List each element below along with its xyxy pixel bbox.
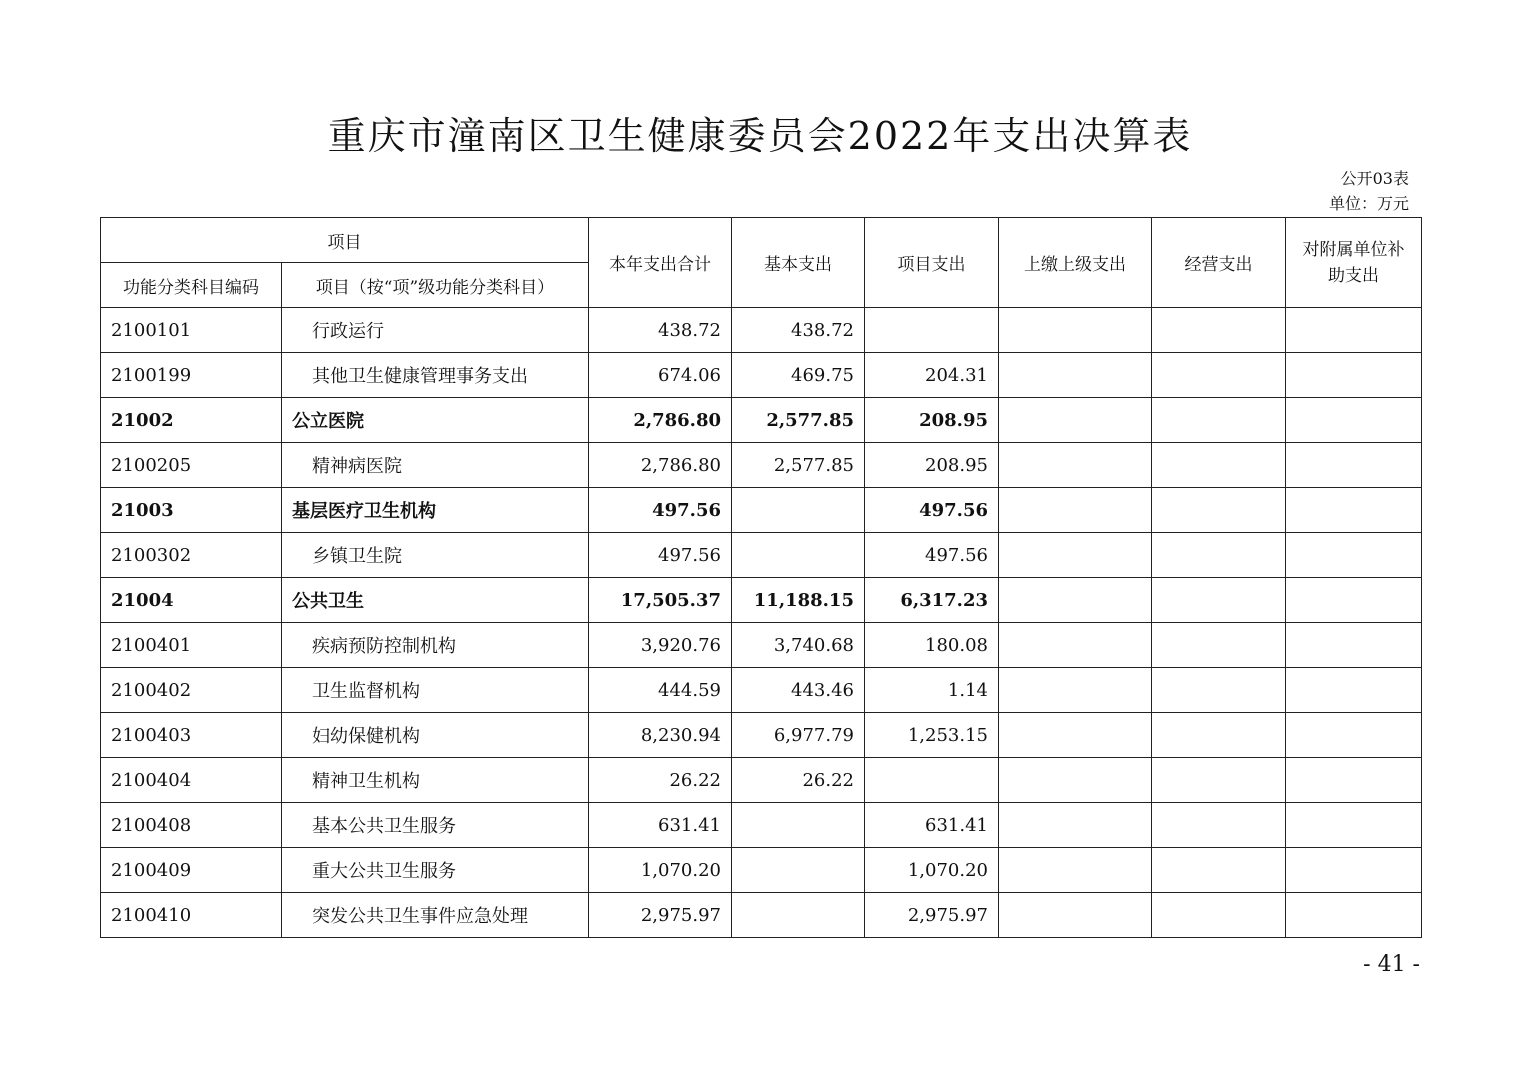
cell-subsidy [1286, 578, 1422, 623]
cell-project: 1,070.20 [865, 848, 999, 893]
cell-total: 8,230.94 [589, 713, 732, 758]
cell-basic: 2,577.85 [732, 443, 865, 488]
cell-basic [732, 533, 865, 578]
cell-subsidy [1286, 398, 1422, 443]
page-title: 重庆市潼南区卫生健康委员会2022年支出决算表 [327, 114, 1193, 158]
table-row [101, 443, 1422, 488]
cell-total: 444.59 [589, 668, 732, 713]
cell-subsidy [1286, 848, 1422, 893]
cell-code: 2100205 [101, 443, 282, 488]
cell-superior [999, 353, 1152, 398]
cell-basic [732, 848, 865, 893]
cell-total: 17,505.37 [589, 578, 732, 623]
header-basic: 基本支出 [732, 218, 865, 308]
cell-code: 2100403 [101, 713, 282, 758]
cell-basic: 26.22 [732, 758, 865, 803]
table-row [101, 893, 1422, 938]
cell-name: 妇幼保健机构 [282, 713, 589, 758]
cell-code: 2100408 [101, 803, 282, 848]
cell-total: 674.06 [589, 353, 732, 398]
cell-code: 2100199 [101, 353, 282, 398]
table-row [101, 308, 1422, 353]
cell-subsidy [1286, 443, 1422, 488]
cell-superior [999, 578, 1152, 623]
cell-operating [1152, 533, 1286, 578]
header-name: 项目（按“项”级功能分类科目） [282, 263, 589, 308]
cell-project: 2,975.97 [865, 893, 999, 938]
cell-basic: 2,577.85 [732, 398, 865, 443]
cell-project: 1,253.15 [865, 713, 999, 758]
cell-project: 497.56 [865, 488, 999, 533]
cell-code: 2100404 [101, 758, 282, 803]
expenditure-table [100, 217, 1422, 938]
table-row [101, 488, 1422, 533]
table-row [101, 353, 1422, 398]
cell-superior [999, 398, 1152, 443]
header-project: 项目支出 [865, 218, 999, 308]
cell-operating [1152, 443, 1286, 488]
cell-name: 精神卫生机构 [282, 758, 589, 803]
cell-total: 497.56 [589, 488, 732, 533]
cell-total: 2,786.80 [589, 398, 732, 443]
cell-code: 21004 [101, 578, 282, 623]
cell-basic [732, 488, 865, 533]
cell-basic: 6,977.79 [732, 713, 865, 758]
cell-name: 乡镇卫生院 [282, 533, 589, 578]
cell-subsidy [1286, 803, 1422, 848]
cell-basic: 438.72 [732, 308, 865, 353]
cell-code: 21003 [101, 488, 282, 533]
cell-total: 3,920.76 [589, 623, 732, 668]
cell-superior [999, 803, 1152, 848]
cell-operating [1152, 578, 1286, 623]
table-row [101, 668, 1422, 713]
cell-name: 卫生监督机构 [282, 668, 589, 713]
table-row [101, 533, 1422, 578]
table-row [101, 623, 1422, 668]
cell-name: 其他卫生健康管理事务支出 [282, 353, 589, 398]
cell-subsidy [1286, 893, 1422, 938]
cell-operating [1152, 803, 1286, 848]
cell-name: 公立医院 [282, 398, 589, 443]
cell-total: 26.22 [589, 758, 732, 803]
cell-project: 208.95 [865, 398, 999, 443]
cell-operating [1152, 668, 1286, 713]
cell-name: 行政运行 [282, 308, 589, 353]
cell-project: 208.95 [865, 443, 999, 488]
table-row [101, 398, 1422, 443]
cell-total: 438.72 [589, 308, 732, 353]
table-row [101, 803, 1422, 848]
cell-operating [1152, 488, 1286, 533]
cell-operating [1152, 353, 1286, 398]
cell-name: 重大公共卫生服务 [282, 848, 589, 893]
cell-code: 2100101 [101, 308, 282, 353]
cell-project [865, 758, 999, 803]
unit-label: 单位：万元 [1328, 194, 1409, 213]
cell-superior [999, 668, 1152, 713]
cell-subsidy [1286, 533, 1422, 578]
cell-name: 突发公共卫生事件应急处理 [282, 893, 589, 938]
cell-subsidy [1286, 353, 1422, 398]
cell-name: 基本公共卫生服务 [282, 803, 589, 848]
cell-superior [999, 848, 1152, 893]
table-row [101, 758, 1422, 803]
cell-subsidy [1286, 668, 1422, 713]
cell-superior [999, 533, 1152, 578]
header-code: 功能分类科目编码 [101, 263, 282, 308]
cell-subsidy [1286, 713, 1422, 758]
cell-basic [732, 893, 865, 938]
cell-superior [999, 308, 1152, 353]
cell-superior [999, 623, 1152, 668]
table-row [101, 713, 1422, 758]
cell-project: 6,317.23 [865, 578, 999, 623]
cell-operating [1152, 623, 1286, 668]
cell-basic: 443.46 [732, 668, 865, 713]
cell-operating [1152, 758, 1286, 803]
cell-project: 180.08 [865, 623, 999, 668]
header-total: 本年支出合计 [589, 218, 732, 308]
cell-operating [1152, 398, 1286, 443]
cell-name: 精神病医院 [282, 443, 589, 488]
cell-basic: 3,740.68 [732, 623, 865, 668]
cell-superior [999, 713, 1152, 758]
cell-project: 497.56 [865, 533, 999, 578]
cell-total: 2,786.80 [589, 443, 732, 488]
table-row [101, 578, 1422, 623]
cell-operating [1152, 713, 1286, 758]
cell-operating [1152, 893, 1286, 938]
cell-code: 2100409 [101, 848, 282, 893]
cell-code: 21002 [101, 398, 282, 443]
cell-superior [999, 443, 1152, 488]
header-item: 项目 [101, 218, 589, 263]
cell-total: 497.56 [589, 533, 732, 578]
cell-subsidy [1286, 308, 1422, 353]
table-number: 公开03表 [1340, 169, 1409, 188]
cell-project [865, 308, 999, 353]
cell-basic: 11,188.15 [732, 578, 865, 623]
cell-code: 2100402 [101, 668, 282, 713]
cell-subsidy [1286, 623, 1422, 668]
cell-basic: 469.75 [732, 353, 865, 398]
cell-superior [999, 893, 1152, 938]
cell-total: 1,070.20 [589, 848, 732, 893]
header-superior: 上缴上级支出 [999, 218, 1152, 308]
cell-superior [999, 488, 1152, 533]
cell-basic [732, 803, 865, 848]
cell-project: 1.14 [865, 668, 999, 713]
cell-project: 631.41 [865, 803, 999, 848]
cell-subsidy [1286, 758, 1422, 803]
cell-total: 2,975.97 [589, 893, 732, 938]
cell-name: 公共卫生 [282, 578, 589, 623]
header-subsidy: 对附属单位补助支出 [1286, 218, 1422, 308]
cell-code: 2100410 [101, 893, 282, 938]
cell-code: 2100401 [101, 623, 282, 668]
cell-name: 基层医疗卫生机构 [282, 488, 589, 533]
table-row [101, 848, 1422, 893]
cell-subsidy [1286, 488, 1422, 533]
cell-project: 204.31 [865, 353, 999, 398]
cell-name: 疾病预防控制机构 [282, 623, 589, 668]
cell-superior [999, 758, 1152, 803]
cell-total: 631.41 [589, 803, 732, 848]
page-number: - 41 - [1363, 952, 1420, 977]
cell-operating [1152, 848, 1286, 893]
cell-operating [1152, 308, 1286, 353]
header-operating: 经营支出 [1152, 218, 1286, 308]
cell-code: 2100302 [101, 533, 282, 578]
